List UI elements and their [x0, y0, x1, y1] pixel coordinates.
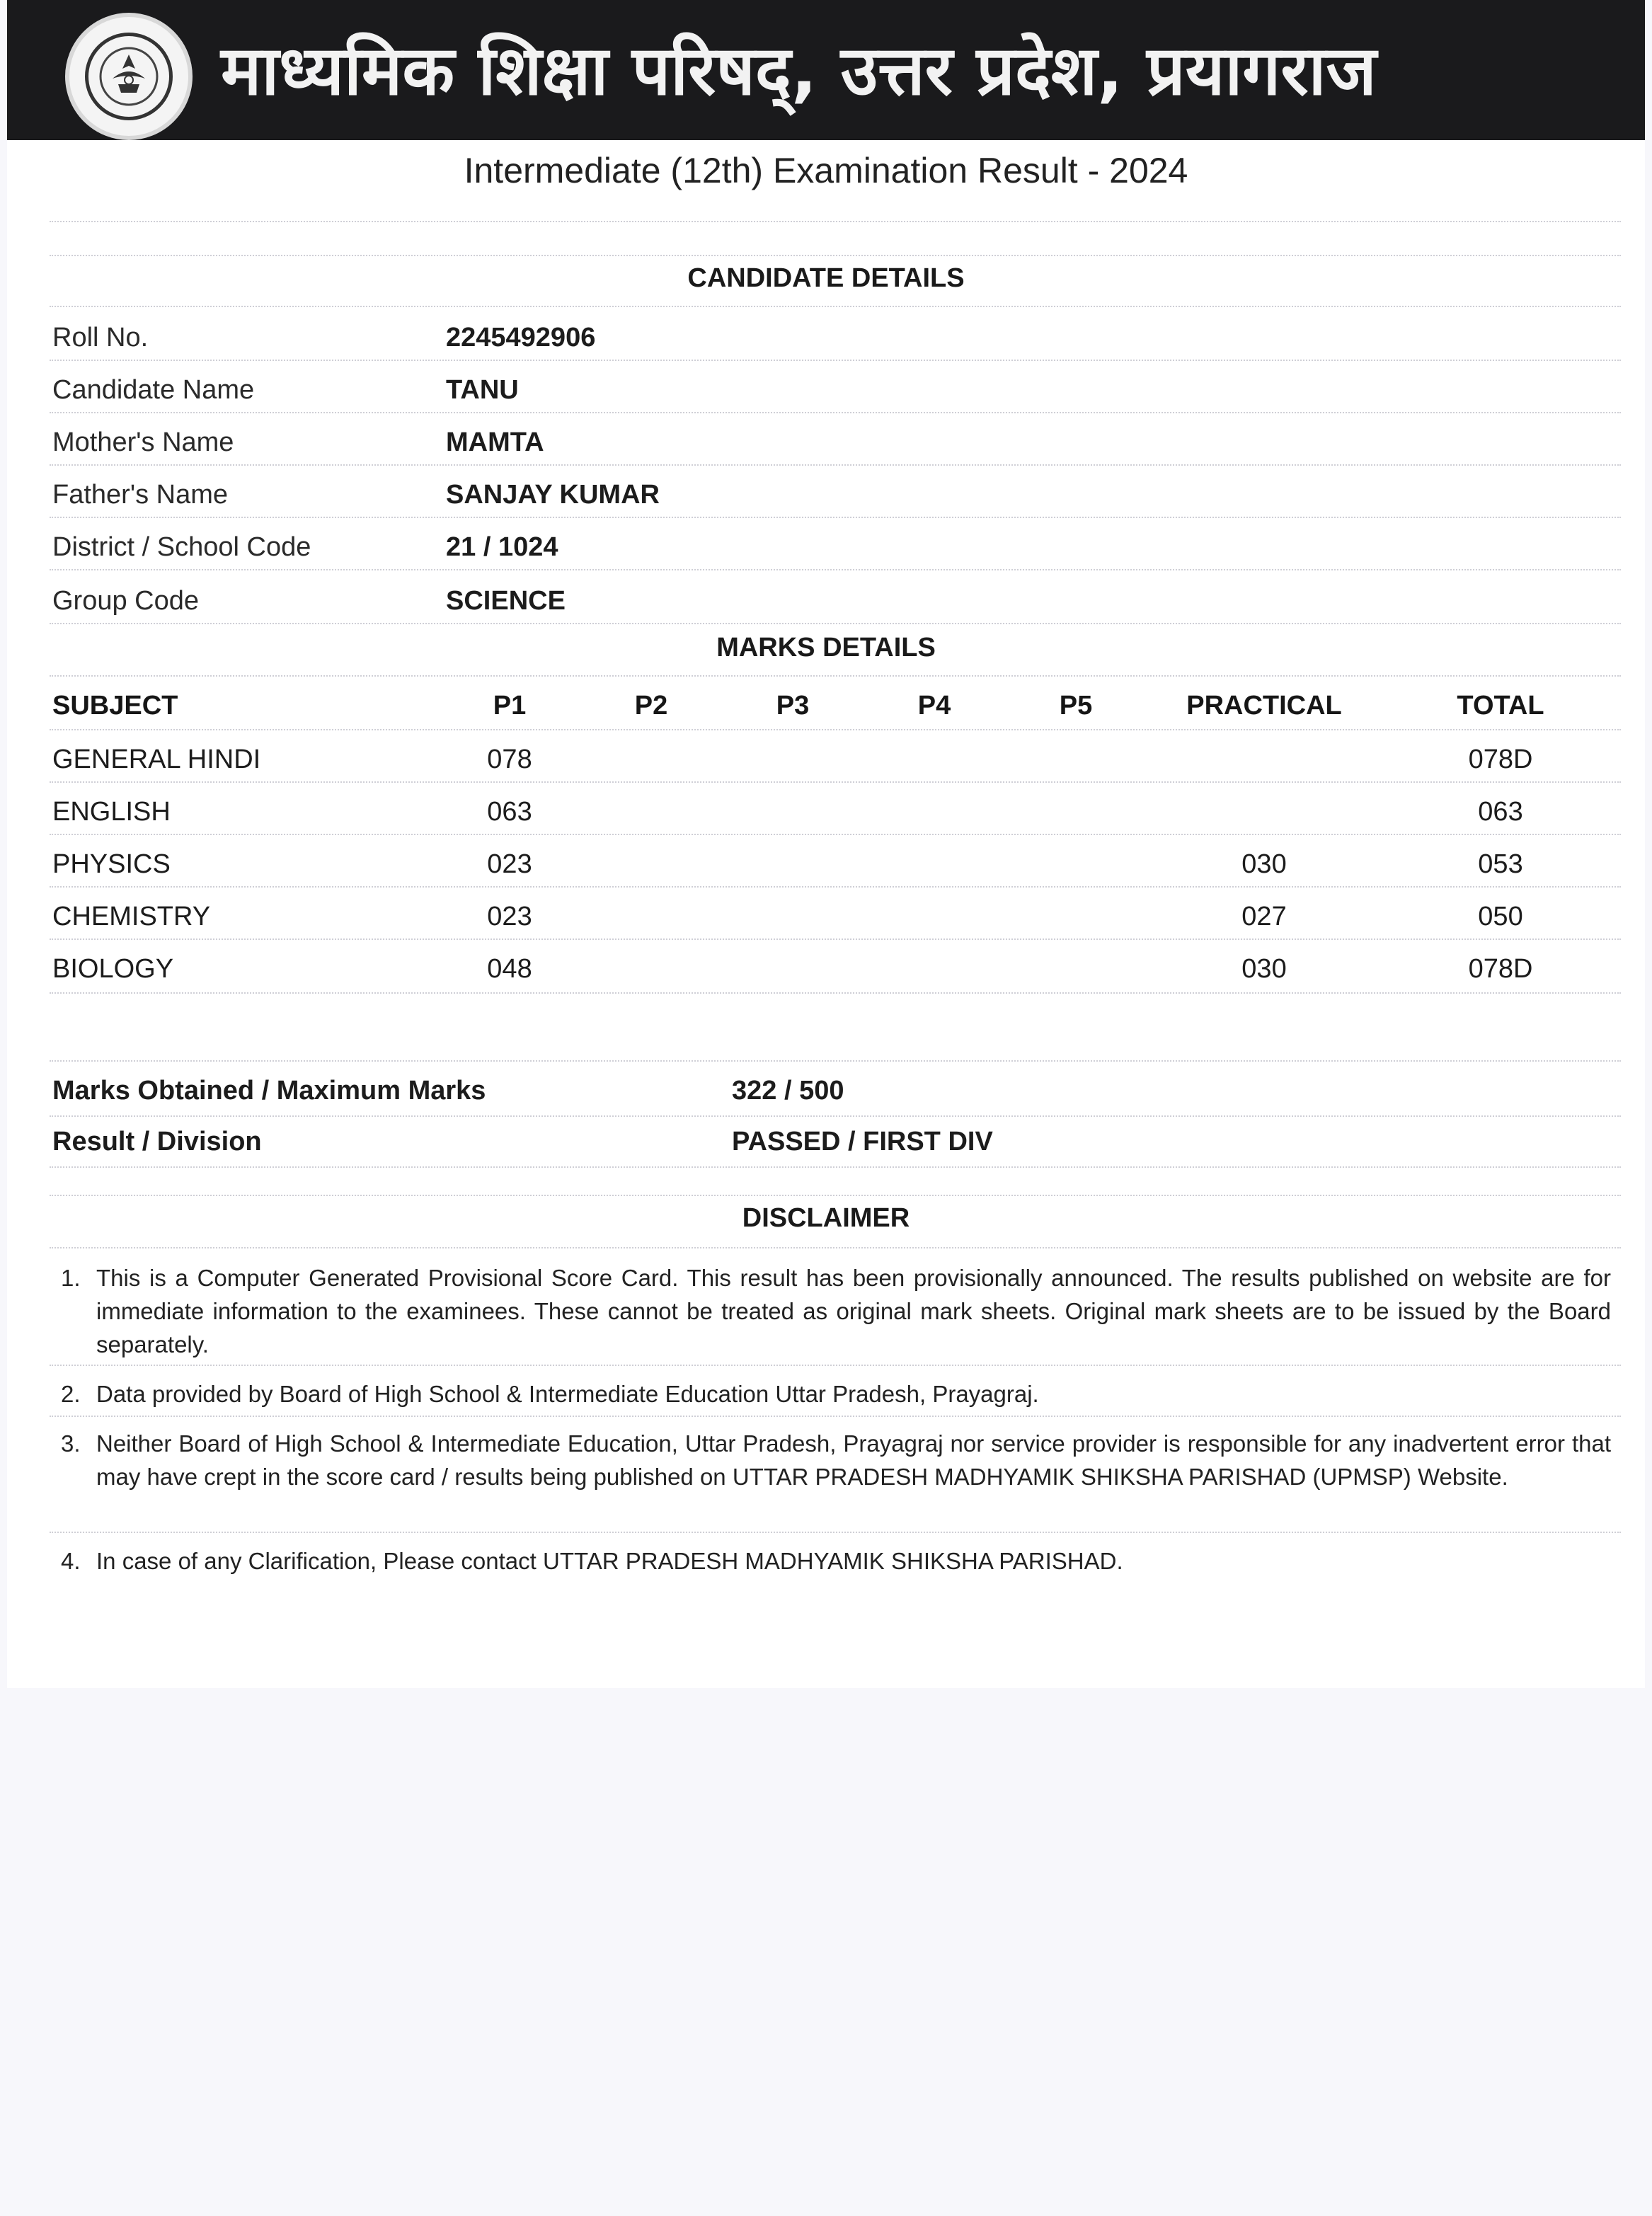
p1-cell: 048 — [487, 954, 532, 984]
total-cell: 078D — [1468, 954, 1533, 984]
col-header-p5: P5 — [1059, 691, 1093, 721]
roll-no-value: 2245492906 — [446, 323, 596, 352]
candidate-details-heading: CANDIDATE DETAILS — [687, 263, 965, 293]
result-sheet — [7, 0, 1645, 1688]
district-school-label: District / School Code — [52, 532, 311, 562]
board-name-hindi: माध्यमिक शिक्षा परिषद्, उत्तर प्रदेश, प्रयागराज — [221, 31, 1377, 110]
divider — [50, 412, 1621, 413]
candidate-row-father — [52, 467, 1624, 519]
divider — [50, 1532, 1621, 1533]
up-government-emblem-icon — [65, 13, 193, 140]
father-name-label: Father's Name — [52, 480, 229, 510]
total-cell: 050 — [1478, 902, 1523, 931]
candidate-name-value: TANU — [446, 375, 519, 405]
divider — [50, 886, 1621, 888]
divider — [50, 938, 1621, 940]
total-cell: 063 — [1478, 797, 1523, 827]
disclaimer-item-number: 3. — [61, 1430, 81, 1457]
col-header-practical: PRACTICAL — [1186, 691, 1342, 721]
table-row — [52, 784, 1624, 837]
divider — [50, 255, 1621, 256]
group-code-label: Group Code — [52, 586, 200, 616]
table-row — [52, 732, 1624, 784]
district-school-value: 21 / 1024 — [446, 532, 558, 562]
subject-cell: BIOLOGY — [52, 954, 174, 984]
divider — [50, 517, 1621, 518]
divider — [50, 729, 1621, 730]
page-title: Intermediate (12th) Examination Result - 2024 — [464, 151, 1188, 190]
divider — [50, 623, 1621, 624]
marks-header-row — [52, 678, 1624, 730]
father-name-value: SANJAY KUMAR — [446, 480, 660, 510]
practical-cell: 030 — [1241, 954, 1287, 984]
disclaimer-item-text: Data provided by Board of High School & Intermediate Education Uttar Pradesh, Prayagraj. — [96, 1381, 1039, 1407]
table-row — [52, 837, 1624, 889]
header-banner — [7, 0, 1645, 140]
divider — [50, 1365, 1621, 1366]
candidate-row-roll-no — [52, 310, 1624, 362]
group-code-value: SCIENCE — [446, 586, 566, 616]
divider — [50, 781, 1621, 783]
result-division-value: PASSED / FIRST DIV — [732, 1127, 993, 1156]
subject-cell: ENGLISH — [52, 797, 171, 827]
col-header-p4: P4 — [917, 691, 951, 721]
divider — [50, 360, 1621, 361]
p1-cell: 023 — [487, 902, 532, 931]
total-cell: 078D — [1468, 745, 1533, 774]
disclaimer-item-number: 2. — [61, 1381, 81, 1407]
col-header-p2: P2 — [634, 691, 668, 721]
disclaimer-item-number: 1. — [61, 1265, 81, 1291]
marks-obtained-label: Marks Obtained / Maximum Marks — [52, 1076, 486, 1106]
marks-obtained-value: 322 / 500 — [732, 1076, 844, 1106]
divider — [50, 569, 1621, 570]
mother-name-label: Mother's Name — [52, 427, 234, 457]
divider — [50, 1115, 1621, 1117]
disclaimer-item-text: Neither Board of High School & Intermediate Education, Uttar Pradesh, Prayagraj nor service provider is responsible for any inadvertent error that may have crept in the score card / results being published on UTTAR PRADESH MADHYAMIK SHIKSHA PARISHAD (UPMSP) Website. — [96, 1430, 1611, 1490]
divider — [50, 675, 1621, 677]
total-cell: 053 — [1478, 849, 1523, 879]
divider — [50, 1416, 1621, 1417]
col-header-subject: SUBJECT — [52, 691, 178, 721]
candidate-row-mother — [52, 415, 1624, 467]
divider — [50, 992, 1621, 994]
divider — [50, 1060, 1621, 1062]
divider — [50, 221, 1621, 222]
disclaimer-item-text: This is a Computer Generated Provisional Score Card. This result has been provisionally announced. The results published on website are for immediate information to the examinees. These cannot be treated as original mark sheets. Original mark sheets are to be issued by the Board separately. — [96, 1265, 1611, 1357]
divider — [50, 834, 1621, 835]
divider — [50, 1247, 1621, 1248]
marks-details-heading: MARKS DETAILS — [716, 633, 936, 662]
disclaimer-item-number: 4. — [61, 1548, 81, 1574]
p1-cell: 023 — [487, 849, 532, 879]
divider — [50, 306, 1621, 307]
col-header-p1: P1 — [493, 691, 527, 721]
candidate-row-group-code — [52, 573, 1624, 626]
disclaimer-item-text: In case of any Clarification, Please contact UTTAR PRADESH MADHYAMIK SHIKSHA PARISHAD. — [96, 1548, 1123, 1574]
divider — [50, 1166, 1621, 1168]
subject-cell: PHYSICS — [52, 849, 171, 879]
divider — [50, 464, 1621, 466]
disclaimer-heading: DISCLAIMER — [742, 1203, 910, 1233]
roll-no-label: Roll No. — [52, 323, 149, 352]
mother-name-value: MAMTA — [446, 427, 544, 457]
p1-cell: 063 — [487, 797, 532, 827]
candidate-name-label: Candidate Name — [52, 375, 255, 405]
practical-cell: 027 — [1241, 902, 1287, 931]
subject-cell: GENERAL HINDI — [52, 745, 261, 774]
result-division-label: Result / Division — [52, 1127, 262, 1156]
practical-cell: 030 — [1241, 849, 1287, 879]
col-header-total: TOTAL — [1457, 691, 1544, 721]
col-header-p3: P3 — [776, 691, 810, 721]
candidate-row-district-school — [52, 519, 1624, 572]
divider — [50, 1195, 1621, 1196]
subject-cell: CHEMISTRY — [52, 902, 211, 931]
candidate-row-name — [52, 362, 1624, 415]
table-row — [52, 889, 1624, 941]
p1-cell: 078 — [487, 745, 532, 774]
table-row — [52, 941, 1624, 994]
